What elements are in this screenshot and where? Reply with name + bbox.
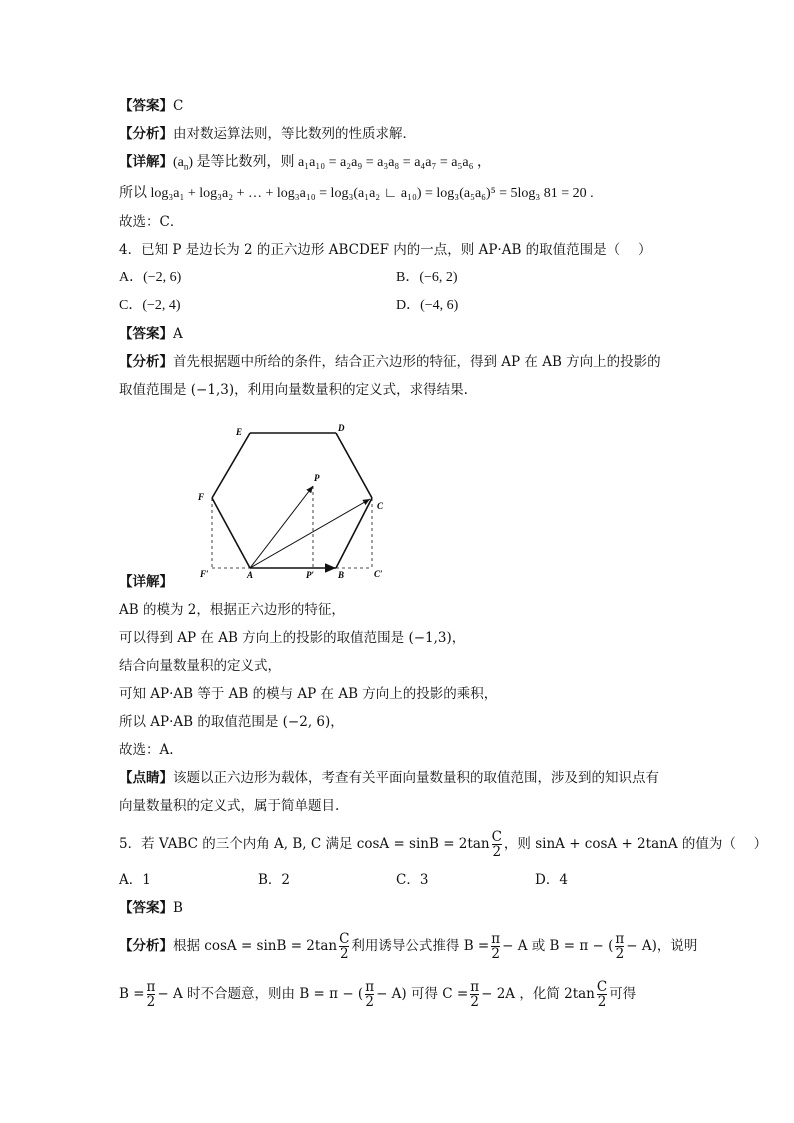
vectors (250, 486, 370, 568)
analysis-text: 首先根据题中所给的条件，结合正六边形的特征，得到 AP 在 AB 方向上的投影的 (173, 354, 661, 370)
question-5-stem (119, 830, 767, 859)
fraction-numerator: π (365, 979, 375, 995)
q5-option-b: B．2 (258, 872, 291, 888)
label-c-prime: C′ (374, 569, 383, 579)
analysis-tag: 【分析】 (119, 938, 173, 954)
detail-line-3a (119, 152, 491, 177)
q5-fraction (492, 830, 502, 859)
q4-detail-5: 所以 AP·AB 的取值范围是 (−2, 6)， (119, 714, 344, 730)
fraction-numerator: π (615, 931, 625, 947)
fraction-numerator: π (146, 979, 156, 995)
fraction-denominator: 2 (339, 946, 349, 962)
fraction-numerator: C (339, 931, 350, 947)
label-a: A (247, 570, 254, 580)
fraction-denominator: 2 (615, 946, 625, 962)
comment-text: 该题以正六边形为载体，考查有关平面向量数量积的取值范围，涉及到的知识点有 (173, 770, 659, 786)
line2-e: 可得 (609, 986, 637, 1002)
q4-comment-1 (119, 768, 659, 788)
q4-detail-2: 可以得到 AP 在 AB 方向上的投影的取值范围是 (−1,3)， (119, 630, 466, 646)
q4-option-c: C．(−2, 4) (119, 298, 181, 313)
q4-option-a: A．(−2, 6) (119, 270, 182, 285)
line2-d: − 2A ，化简 2tan (481, 986, 595, 1002)
detail-text-cont: ) 是等比数列，则 a₁a₁₀ = a₂a₉ = a₃a₈ = a₄a₇ = a₅a₆ ， (188, 155, 491, 170)
fraction-numerator: π (470, 979, 480, 995)
analysis-b: 利用诱导公式推得 B = (351, 938, 490, 954)
hexagon-figure (190, 418, 390, 583)
fraction-numerator: C (596, 979, 608, 995)
line2-b: − A 时不合题意，则由 B = π − ( (157, 986, 364, 1002)
answer-tag: 【答案】 (119, 326, 173, 342)
q5-option-c: C．3 (396, 872, 429, 888)
question-4-stem: 4．已知 P 是边长为 2 的正六边形 ABCDEF 内的一点，则 AP·AB 的取值范围是（ ） (119, 242, 652, 258)
q4-option-b: B．(−6, 2) (396, 270, 458, 285)
answer-value: B (173, 900, 183, 916)
q4-detail-1: AB 的模为 2，根据正六边形的特征， (119, 602, 345, 618)
comment-tag: 【点睛】 (119, 770, 173, 786)
answer-value: C (173, 98, 184, 114)
detail-line-3b: 所以 log₃a₁ + log₃a₂ + … + log₃a₁₀ = log₃(a₁a₂ ∟ a₁₀) = log₃(a₅a₆)⁵ = 5log₃ 81 = 20 . (119, 186, 594, 201)
q5-analysis-2 (119, 980, 636, 1009)
line2-a: B = (119, 986, 145, 1002)
label-p: P (314, 473, 320, 483)
choose-line-3: 故选：C． (119, 214, 184, 230)
q5-option-d: D．4 (535, 872, 568, 888)
label-e: E (236, 427, 243, 437)
label-p-prime: P′ (306, 570, 315, 580)
q4-detail-tag-line (119, 572, 173, 592)
fraction-numerator: π (491, 931, 501, 947)
q4-option-d: D．(−4, 6) (396, 298, 459, 313)
detail-subscript: n (183, 161, 189, 172)
label-f-prime: F′ (200, 569, 209, 579)
q5-stem-b: ，则 sinA + cosA + 2tanA 的值为（ ） (503, 836, 768, 852)
hexagon-outline (212, 433, 372, 568)
analysis-line-3 (119, 124, 416, 144)
line2-c: − A) 可得 C = (376, 986, 469, 1002)
analysis-tag: 【分析】 (119, 354, 173, 370)
q4-analysis-1 (119, 352, 661, 372)
q5-stem-a: 5．若 VABC 的三个内角 A, B, C 满足 cosA = sinB = 2tan (119, 836, 490, 852)
detail-tag: 【详解】 (119, 154, 173, 170)
analysis-tag: 【分析】 (119, 126, 173, 142)
analysis-c: − A 或 B = π − ( (502, 938, 614, 954)
fraction-denominator: 2 (146, 994, 156, 1010)
label-b: B (338, 570, 345, 580)
q5-answer (119, 898, 183, 918)
q4-detail-4: 可知 AP·AB 等于 AB 的模与 AP 在 AB 方向上的投影的乘积， (119, 686, 498, 702)
q5-option-a: A．1 (119, 872, 151, 888)
fraction-numerator: C (491, 829, 502, 845)
q4-analysis-2: 取值范围是 (−1,3)，利用向量数量积的定义式，求得结果. (119, 382, 468, 398)
q4-comment-2: 向量数量积的定义式，属于简单题目. (119, 798, 340, 814)
q4-choose: 故选：A. (119, 742, 174, 758)
answer-line-3 (119, 96, 183, 116)
answer-tag: 【答案】 (119, 900, 173, 916)
q5-analysis-1 (119, 932, 697, 961)
fraction-c-over-2 (597, 980, 607, 1009)
q4-detail-3: 结合向量数量积的定义式， (119, 658, 281, 674)
answer-value: A (173, 326, 183, 342)
q4-answer (119, 324, 183, 344)
projection-lines (212, 486, 372, 568)
answer-tag: 【答案】 (119, 98, 173, 114)
fraction-denominator: 2 (491, 946, 500, 962)
fraction-pi-over-2 (147, 980, 156, 1009)
fraction-pi-over-2 (491, 932, 500, 961)
fraction-denominator: 2 (492, 844, 502, 860)
detail-text: (a (173, 155, 184, 170)
fraction-denominator: 2 (470, 994, 479, 1010)
fraction-denominator: 2 (597, 994, 607, 1010)
label-f: F (198, 492, 205, 502)
label-d: D (338, 423, 345, 433)
analysis-d: − A)，说明 (626, 938, 698, 954)
analysis-a: 根据 cosA = sinB = 2tan (173, 938, 338, 954)
fraction-pi-over-2 (470, 980, 479, 1009)
fraction-denominator: 2 (365, 994, 374, 1010)
fraction-c-over-2 (339, 932, 349, 961)
fraction-pi-over-2 (365, 980, 374, 1009)
fraction-pi-over-2 (615, 932, 624, 961)
label-c: C (377, 501, 384, 511)
detail-tag: 【详解】 (119, 574, 173, 590)
analysis-text: 由对数运算法则，等比数列的性质求解． (173, 126, 416, 142)
